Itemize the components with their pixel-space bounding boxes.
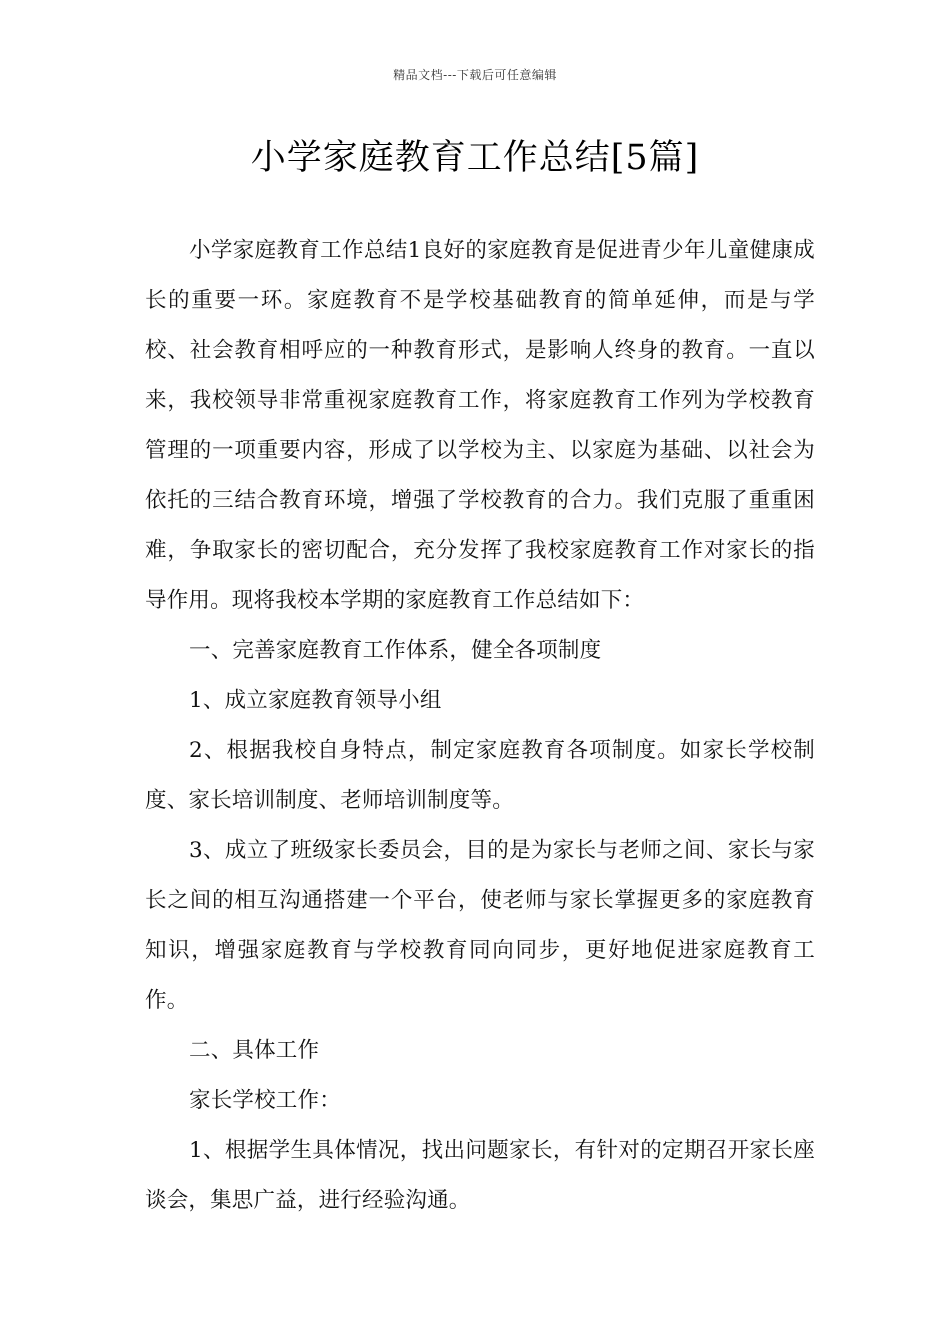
list-item-1: 1、成立家庭教育领导小组 [189,688,442,713]
section-heading-2: 二、具体工作 [189,1038,320,1063]
paragraph-intro: 小学家庭教育工作总结1良好的家庭教育是促进青少年儿童健康成长的重要一环。家庭教育不是学校基础教育的简单延伸，而是与学校、社会教育相呼应的一种教育形式，是影响人终身的教育。一直以来，我校领导非常重视家庭教育工作，将家庭教育工作列为学校教育管理的一项重要内容，形成了以学校为主、以家庭为基础、以社会为依托的三结合教育环境，增强了学校教育的合力。我们克服了重重困难，争取家长的密切配合，充分发挥了我校家庭教育工作对家长的指导作用。现将我校本学期的家庭教育工作总结如下： [145,238,815,613]
subsection-heading: 家长学校工作： [189,1088,341,1113]
list-item-3: 3、成立了班级家长委员会，目的是为家长与老师之间、家长与家长之间的相互沟通搭建一个平台，使老师与家长掌握更多的家庭教育知识，增强家庭教育与学校教育同向同步，更好地促进家庭教育工作。 [145,838,815,1013]
document-body [145,226,815,1226]
header-note: 精品文档---下载后可任意编辑 [393,68,557,82]
list-item-4: 1、根据学生具体情况，找出问题家长，有针对的定期召开家长座谈会，集思广益，进行经验沟通。 [145,1138,815,1213]
document-title: 小学家庭教育工作总结[5篇] [250,138,700,178]
section-heading-1: 一、完善家庭教育工作体系，健全各项制度 [189,638,602,663]
list-item-2: 2、根据我校自身特点，制定家庭教育各项制度。如家长学校制度、家长培训制度、老师培训制度等。 [145,738,815,813]
